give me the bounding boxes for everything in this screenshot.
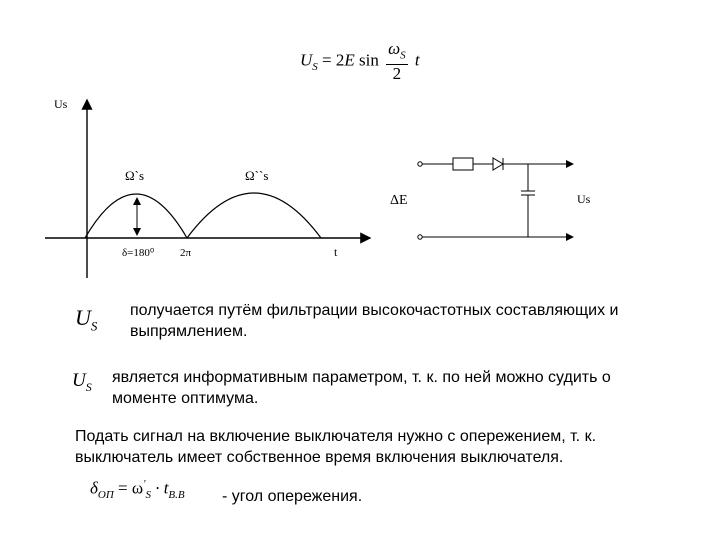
para2-line2: моменте оптимума.	[112, 390, 259, 407]
formula-omega-sub: S	[400, 49, 406, 62]
top-formula	[300, 40, 420, 83]
bottom-formula-tail: - угол опережения.	[222, 488, 363, 505]
bottom-formula	[90, 478, 185, 501]
half-wave-1	[85, 194, 187, 238]
omega-2-label: Ω``s	[245, 168, 269, 183]
para2-symbol-u: U	[72, 370, 86, 391]
bf-eq: = ω	[118, 478, 144, 498]
y-axis-label: Us	[54, 97, 68, 111]
formula-e: E	[344, 50, 355, 70]
bf-delta: δ	[90, 478, 98, 498]
omega-1-label: Ω`s	[125, 168, 145, 183]
formula-den: 2	[392, 64, 402, 84]
para1-symbol-u: U	[75, 305, 91, 330]
formula-sin: sin	[359, 50, 379, 70]
para2-symbol	[72, 370, 92, 395]
formula-t: t	[414, 50, 420, 70]
bf-dot: · t	[155, 478, 169, 498]
x-axis-label: t	[334, 245, 338, 259]
delta-label: δ=180⁰	[122, 247, 155, 259]
rectified-signal-graph	[40, 90, 400, 290]
para2-symbol-sub: S	[85, 379, 92, 394]
para3-text	[75, 426, 715, 468]
bf-omega-sub: S	[145, 489, 151, 502]
input-terminal-top	[418, 162, 422, 166]
para1-line1: получается путём фильтрации высокочастотных составляющих и	[130, 302, 619, 319]
formula-u: U	[300, 50, 313, 70]
para1-text	[130, 300, 710, 342]
diode	[493, 158, 503, 170]
bf-delta-sub: ОП	[97, 489, 114, 502]
two-pi-label: 2π	[180, 247, 192, 259]
bf-omega-sup: '	[143, 478, 146, 490]
filter-circuit	[390, 145, 591, 245]
circuit-us-label: Us	[577, 192, 591, 206]
resistor	[453, 158, 473, 170]
bf-t-sub: В.В	[168, 489, 185, 502]
para1-line2: выпрямлением.	[130, 323, 248, 340]
para3-line2: выключатель имеет собственное время включения выключателя.	[75, 449, 564, 466]
formula-u-sub: S	[312, 60, 318, 73]
para2-line1: является информативным параметром, т. к. по ней можно судить о	[112, 369, 611, 386]
delta-e-label: ΔE	[390, 193, 408, 208]
input-terminal-bottom	[418, 235, 422, 239]
formula-eq: = 2	[322, 50, 345, 70]
para3-line1: Подать сигнал на включение выключателя нужно с опережением, т. к.	[75, 428, 597, 445]
formula-fraction	[386, 40, 408, 83]
para2-text	[112, 367, 712, 409]
formula-omega: ω	[388, 39, 401, 58]
para1-symbol	[75, 305, 97, 334]
para1-symbol-sub: S	[90, 318, 98, 334]
half-wave-2	[187, 193, 321, 238]
